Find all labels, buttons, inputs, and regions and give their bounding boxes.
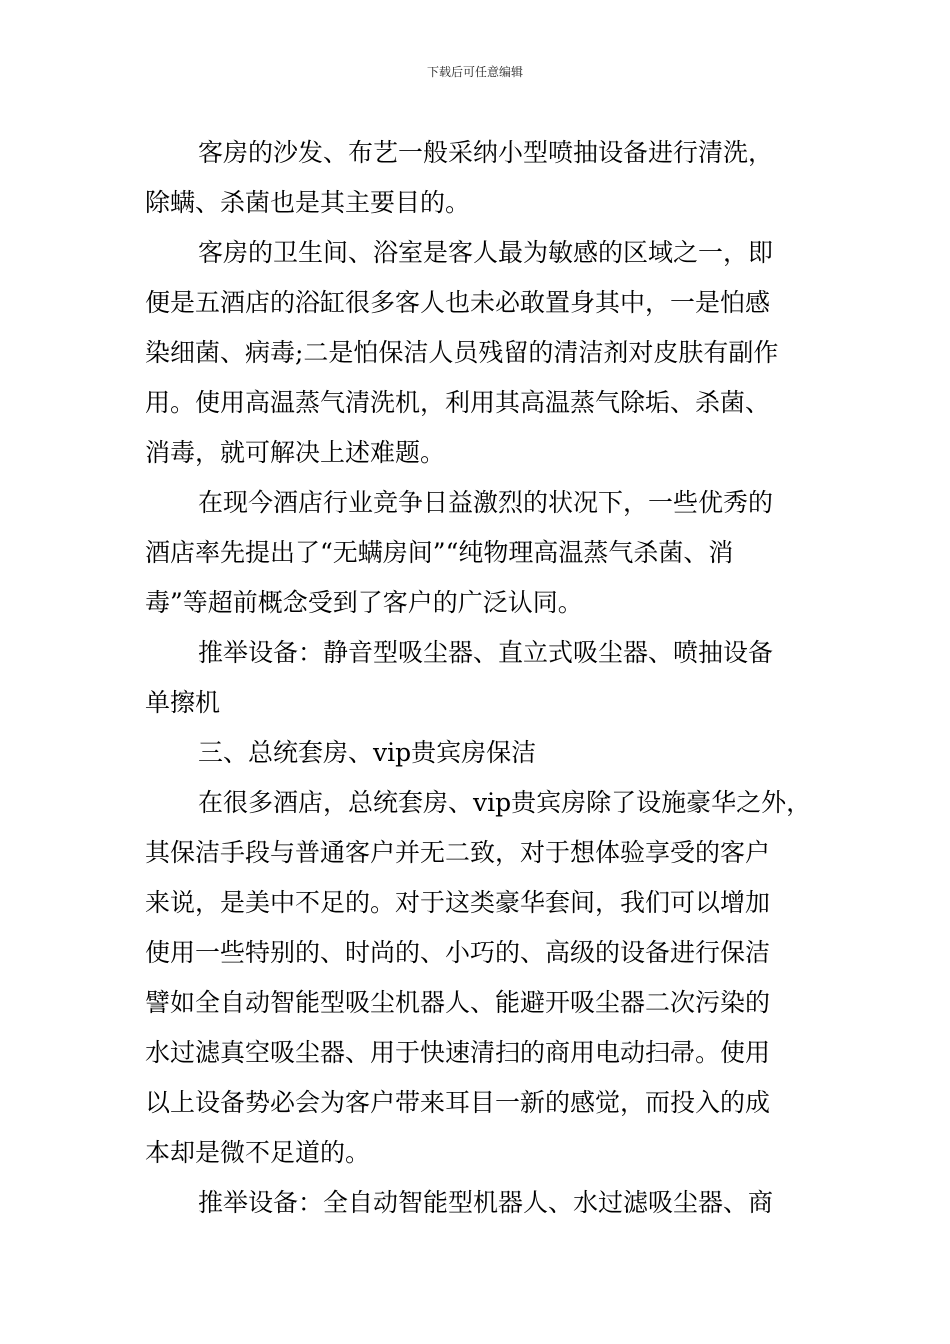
paragraph-line: 来说，是美中不足的。对于这类豪华套间，我们可以增加 [145,888,771,917]
paragraph-bathroom-cleaning [145,228,815,478]
paragraph-recommended-equipment-1 [145,628,815,728]
paragraph-line: 本却是微不足道的。 [145,1138,371,1167]
paragraph-line: 譬如全自动智能型吸尘机器人、能避开吸尘器二次污染的 [145,988,771,1017]
paragraph-recommended-equipment-2 [145,1178,815,1228]
paragraph-line: 染细菌、病毒;二是怕保洁人员残留的清洁剂对皮肤有副作 [145,338,779,367]
paragraph-sofa-cleaning [145,128,815,228]
paragraph-line: 便是五酒店的浴缸很多客人也未必敢置身其中，一是怕感 [145,288,771,317]
paragraph-line: 单擦机 [145,688,221,717]
paragraph-line: 客房的沙发、布艺一般采纳小型喷抽设备进行清洗， [198,138,774,167]
section-heading: 三、总统套房、vip贵宾房保洁 [198,738,537,767]
section-heading-suites [145,728,815,778]
paragraph-competition [145,478,815,628]
paragraph-line: 其保洁手段与普通客户并无二致，对于想体验享受的客户 [145,838,771,867]
paragraph-line: 用。使用高温蒸气清洗机，利用其高温蒸气除垢、杀菌、 [145,388,771,417]
paragraph-line: 除螨、杀菌也是其主要目的。 [145,188,471,217]
paragraph-line: 消毒，就可解决上述难题。 [145,438,446,467]
paragraph-suite-cleaning [145,778,815,1178]
paragraph-line: 以上设备势必会为客户带来耳目一新的感觉，而投入的成 [145,1088,771,1117]
paragraph-line: 推举设备：全自动智能型机器人、水过滤吸尘器、商 [198,1188,774,1217]
paragraph-line: 推举设备：静音型吸尘器、直立式吸尘器、喷抽设备 [198,638,774,667]
paragraph-line: 使用一些特别的、时尚的、小巧的、高级的设备进行保洁 [145,938,771,967]
paragraph-line: 客房的卫生间、浴室是客人最为敏感的区域之一，即 [198,238,774,267]
paragraph-line: 毒”等超前概念受到了客户的广泛认同。 [145,588,583,617]
paragraph-line: 在现今酒店行业竞争日益激烈的状况下，一些优秀的 [198,488,774,517]
document-body [145,128,815,1228]
paragraph-line: 在很多酒店，总统套房、vip贵宾房除了设施豪华之外， [198,788,812,817]
paragraph-line: 酒店率先提出了“无螨房间”“纯物理高温蒸气杀菌、消 [145,538,734,567]
page-header: 下载后可任意编辑 [426,65,523,79]
paragraph-line: 水过滤真空吸尘器、用于快速清扫的商用电动扫帚。使用 [145,1038,771,1067]
